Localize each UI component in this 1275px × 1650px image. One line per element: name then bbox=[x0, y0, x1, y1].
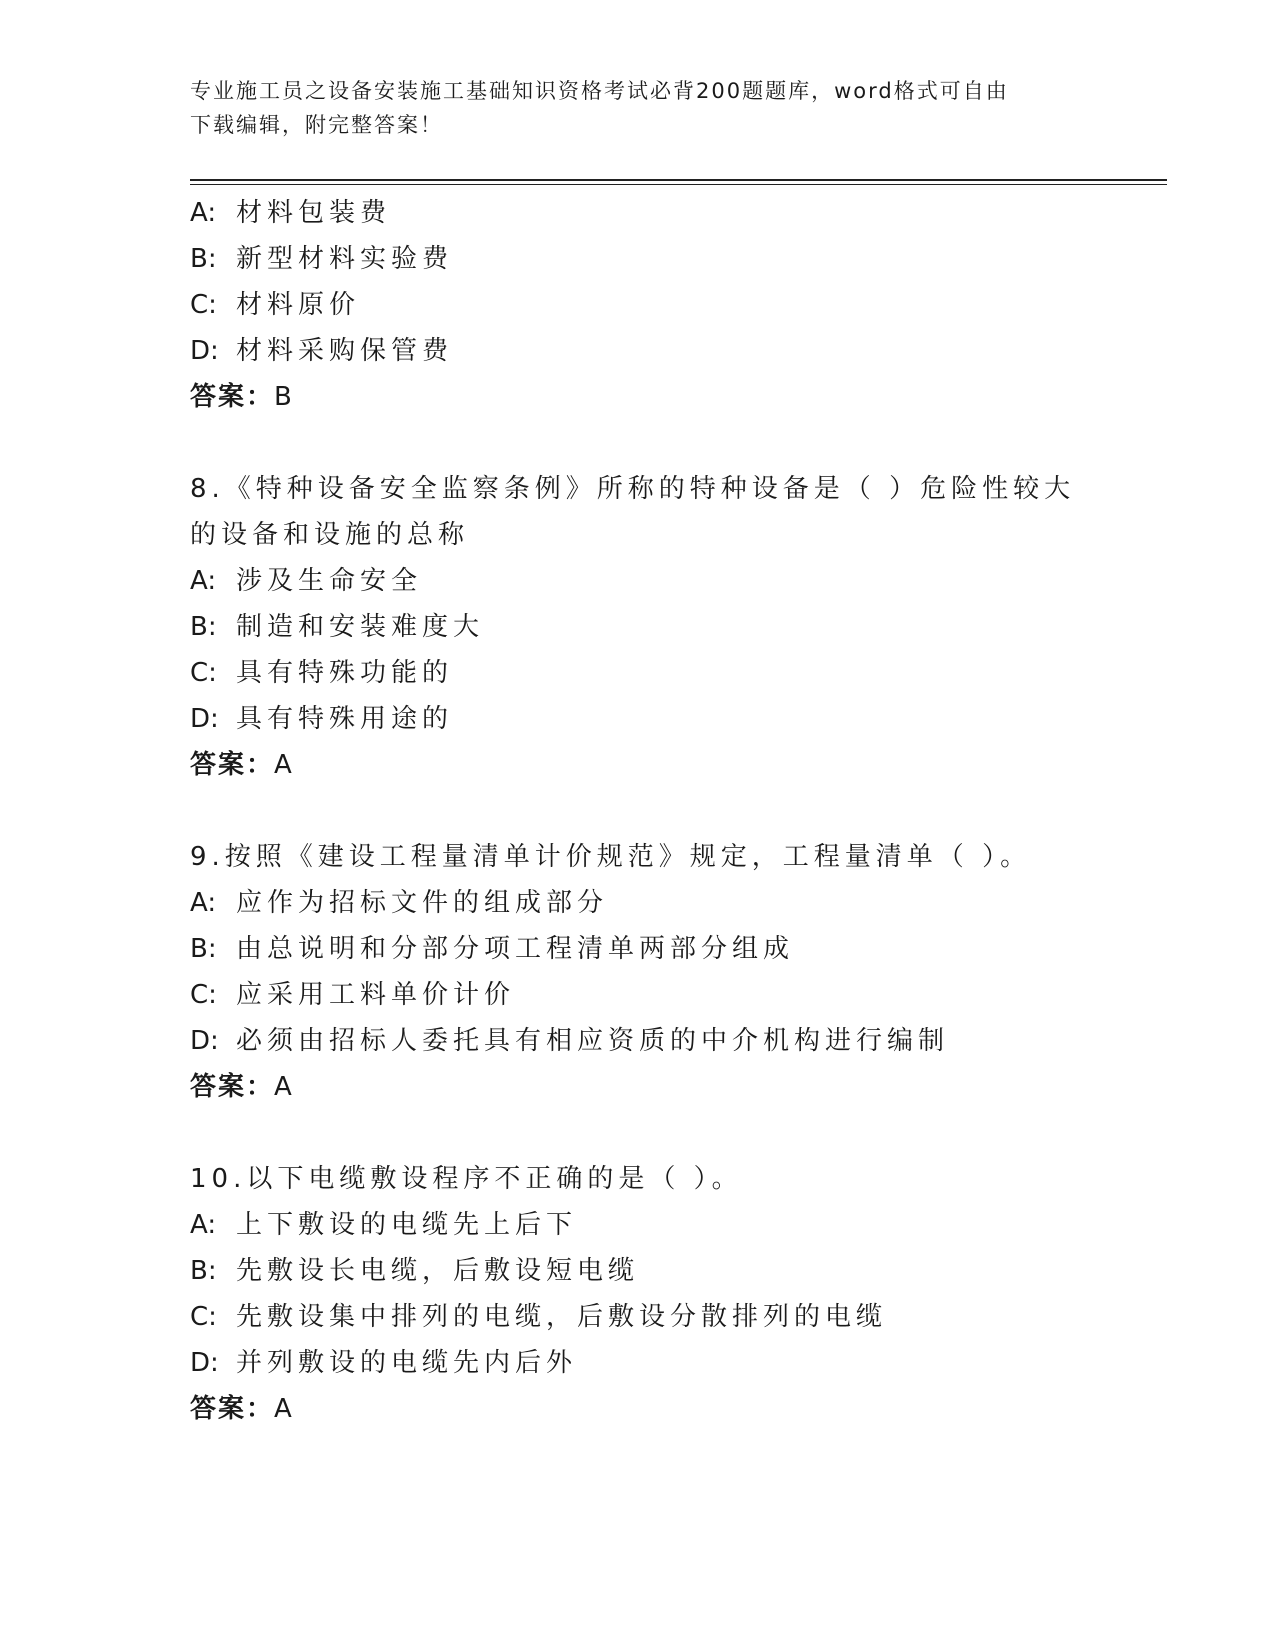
option-d bbox=[190, 1340, 1090, 1386]
option-text: 由总说明和分部分项工程清单两部分组成 bbox=[236, 934, 795, 964]
question-list bbox=[190, 190, 1090, 1432]
spacer bbox=[190, 788, 1090, 834]
option-text: 具有特殊功能的 bbox=[236, 658, 454, 688]
option-c bbox=[190, 972, 1090, 1018]
option-d bbox=[190, 1018, 1090, 1064]
option-letter: A: bbox=[190, 1210, 217, 1240]
option-letter: A: bbox=[190, 566, 217, 596]
option-text: 材料包装费 bbox=[236, 198, 392, 228]
question-block-10 bbox=[190, 1156, 1090, 1432]
answer-value: B bbox=[274, 382, 294, 412]
header-divider-thin bbox=[190, 184, 1167, 185]
option-letter: B: bbox=[190, 244, 217, 274]
option-b bbox=[190, 926, 1090, 972]
option-text: 先敷设长电缆，后敷设短电缆 bbox=[236, 1256, 640, 1286]
answer-label: 答案： bbox=[190, 750, 275, 780]
option-text: 具有特殊用途的 bbox=[236, 704, 454, 734]
option-b bbox=[190, 1248, 1090, 1294]
option-text: 材料采购保管费 bbox=[236, 336, 454, 366]
question-block-9 bbox=[190, 834, 1090, 1110]
answer-value: A bbox=[274, 1394, 294, 1424]
option-letter: C: bbox=[190, 290, 217, 320]
question-title: 9.按照《建设工程量清单计价规范》规定，工程量清单（ ）。 bbox=[190, 842, 1032, 872]
answer-label: 答案： bbox=[190, 1072, 275, 1102]
option-text: 上下敷设的电缆先上后下 bbox=[236, 1210, 578, 1240]
question-title: 10.以下电缆敷设程序不正确的是（ ）。 bbox=[190, 1164, 743, 1194]
answer-label: 答案： bbox=[190, 1394, 275, 1424]
option-letter: D: bbox=[190, 336, 219, 366]
option-a bbox=[190, 558, 1090, 604]
spacer bbox=[190, 1110, 1090, 1156]
header-line-1: 专业施工员之设备安装施工基础知识资格考试必背200题题库，word格式可自由 bbox=[190, 79, 1009, 103]
option-letter: A: bbox=[190, 888, 217, 918]
option-a bbox=[190, 1202, 1090, 1248]
option-text: 并列敷设的电缆先内后外 bbox=[236, 1348, 578, 1378]
option-letter: C: bbox=[190, 658, 217, 688]
document-header bbox=[190, 74, 1090, 142]
answer-value: A bbox=[274, 1072, 294, 1102]
option-a bbox=[190, 190, 1090, 236]
answer-line bbox=[190, 374, 1090, 420]
question-title: 8.《特种设备安全监察条例》所称的特种设备是（ ）危险性较大的设备和设施的总称 bbox=[190, 474, 1076, 550]
option-text: 应采用工料单价计价 bbox=[236, 980, 516, 1010]
option-letter: C: bbox=[190, 980, 217, 1010]
option-text: 新型材料实验费 bbox=[236, 244, 454, 274]
option-text: 制造和安装难度大 bbox=[236, 612, 485, 642]
answer-value: A bbox=[274, 750, 294, 780]
header-line-2: 下载编辑，附完整答案！ bbox=[190, 113, 443, 137]
option-c bbox=[190, 282, 1090, 328]
answer-line bbox=[190, 1064, 1090, 1110]
option-b bbox=[190, 604, 1090, 650]
option-letter: B: bbox=[190, 1256, 217, 1286]
option-letter: A: bbox=[190, 198, 217, 228]
answer-line bbox=[190, 742, 1090, 788]
option-letter: D: bbox=[190, 704, 219, 734]
spacer bbox=[190, 420, 1090, 466]
option-letter: B: bbox=[190, 612, 217, 642]
option-text: 材料原价 bbox=[236, 290, 361, 320]
option-c bbox=[190, 1294, 1090, 1340]
option-text: 先敷设集中排列的电缆，后敷设分散排列的电缆 bbox=[236, 1302, 888, 1332]
option-letter: D: bbox=[190, 1348, 219, 1378]
header-divider-thick bbox=[190, 179, 1167, 181]
option-c bbox=[190, 650, 1090, 696]
option-a bbox=[190, 880, 1090, 926]
option-text: 应作为招标文件的组成部分 bbox=[236, 888, 609, 918]
option-text: 涉及生命安全 bbox=[236, 566, 423, 596]
option-letter: C: bbox=[190, 1302, 217, 1332]
option-d bbox=[190, 328, 1090, 374]
option-text: 必须由招标人委托具有相应资质的中介机构进行编制 bbox=[236, 1026, 950, 1056]
option-d bbox=[190, 696, 1090, 742]
option-letter: D: bbox=[190, 1026, 219, 1056]
option-b bbox=[190, 236, 1090, 282]
answer-line bbox=[190, 1386, 1090, 1432]
question-block-8 bbox=[190, 466, 1090, 788]
option-letter: B: bbox=[190, 934, 217, 964]
answer-label: 答案： bbox=[190, 382, 275, 412]
question-block-7 bbox=[190, 190, 1090, 420]
